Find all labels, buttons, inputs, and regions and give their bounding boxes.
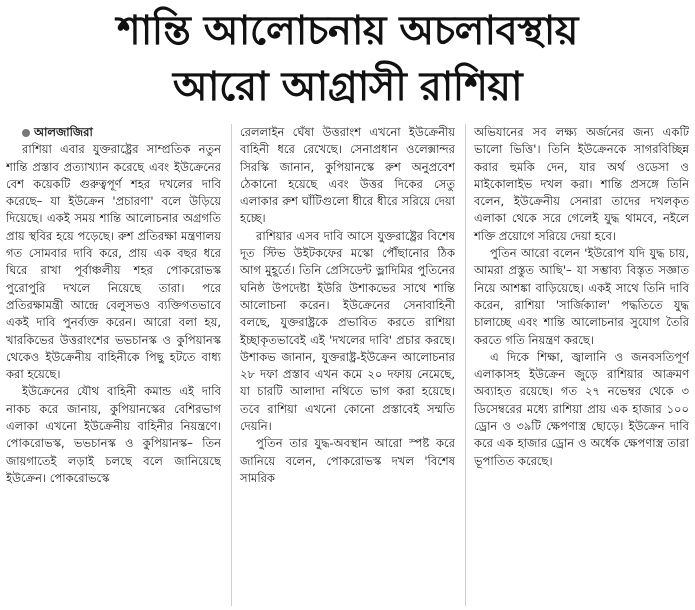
paragraph: রাশিয়ার এসব দাবি আসে যুক্তরাষ্ট্রের বিশেষ দূত স্টিভ উইটকফের মস্কো পৌঁছানোর ঠিক আগ মুহূর্তে। তিনি প্রেসিডেন্ট ভ্লাদিমির পুতিনের ঘনিষ্ঠ উপদেষ্টা ইউরি উশাকভের সাথে শান্তি আলোচনা করেন। ইউক্রেনের সেনাবাহিনী বলছে, যুক্তরাষ্ট্রকে প্রভাবিত করতে রাশিয়া ইচ্ছাকৃতভাবেই এই 'দখলের দাবি' প্রচার করছে। উশাকভ জানান, যুক্তরাষ্ট্র-ইউক্রেন আলোচনার ২৮ দফা প্রস্তাব এখন কমে ২০ দফায় নেমেছে, যা চারটি আলাদা নথিতে ভাগ করা হয়েছে। তবে রাশিয়া এখনো কোনো প্রস্তাবেই সম্মতি দেয়নি। xyxy=(240,228,455,434)
paragraph: অভিযানের সব লক্ষ্য অর্জনের জন্য একটি ভালো ভিত্তি'। তিনি ইউক্রেনকে সাগরবিচ্ছিন্ন করার হুমকি দেন, যার অর্থ ওডেসা ও মাইকোলাইভ দখল করা। শান্তি প্রসঙ্গে তিনি বলেন, ইউক্রেনীয় সেনারা তাদের দখলকৃত এলাকা থেকে সরে গেলেই যুদ্ধ থামবে, নইলে শক্তি প্রয়োগে সরিয়ে দেয়া হবে। xyxy=(474,125,689,243)
paragraph: রাশিয়া এবার যুক্তরাষ্ট্রের সাম্প্রতিক নতুন শান্তি প্রস্তাব প্রত্যাখ্যান করেছে এবং ইউক্রেনের বেশ কয়েকটি গুরুত্বপূর্ণ শহর দখলের দাবি করেছে– যা ইউক্রেন 'প্রচারণা' বলে উড়িয়ে দিয়েছে। একই সময় শান্তি আলোচনার অগ্রগতি প্রায় স্থবির হয়ে পড়েছে। রুশ প্রতিরক্ষা মন্ত্রণালয় গত সোমবার দাবি করে, প্রায় এক বছর ধরে ঘিরে রাখা পূর্বাঞ্চলীয় শহর পোকরোভস্ক পুরোপুরি দখলে নিয়েছে তারা। পরে প্রতিরক্ষামন্ত্রী আন্দ্রে বেলুসভও ব্যক্তিগতভাবে একই দাবি পুনর্ব্যক্ত করেন। আরো বলা হয়, খারকিভের উত্তরাংশের ভভচানস্ক ও কুপিয়ানস্ক থেকেও ইউক্রেনীয় বাহিনীকে পিছু হটতে বাধ্য করা হয়েছে। xyxy=(6,142,221,382)
byline-source: আলজাজিরা xyxy=(34,125,93,139)
paragraph: এ দিকে শিক্ষা, জ্বালানি ও জনবসতিপূর্ণ এলাকাসহ ইউক্রেন জুড়ে রাশিয়ার আক্রমণ অব্যাহত রয়েছে। গত ২৭ নভেম্বর থেকে ৩ ডিসেম্বরের মধ্যে রাশিয়া প্রায় এক হাজার ১০০ ড্রোন ও ৩৯টি ক্ষেপণাস্ত্র ছোড়ে। ইউক্রেন দাবি করে এক হাজার ড্রোন ও অর্ধেক ক্ষেপণাস্ত্র তারা ভূপাতিত করেছে। xyxy=(474,349,689,468)
column-2 xyxy=(231,124,455,606)
bullet-icon xyxy=(22,129,30,137)
headline xyxy=(0,6,695,112)
column-3 xyxy=(465,124,689,606)
byline xyxy=(6,124,221,141)
paragraph: রেললাইন ঘেঁষা উত্তরাংশ এখনো ইউক্রেনীয় বাহিনী ধরে রেখেছে। সেনাপ্রধান ওলেক্সান্দর সিরস্কি জানান, কুপিয়ানস্কে রুশ অনুপ্রবেশ ঠেকানো হয়েছে এবং উত্তর দিকের সেতু এলাকার রুশ ঘাঁটিগুলো ধীরে ধীরে সরিয়ে দেয়া হচ্ছে। xyxy=(240,125,455,226)
column-1 xyxy=(6,124,221,606)
headline-line-1: শান্তি আলোচনায় অচলাবস্থায় xyxy=(117,8,578,54)
paragraph: পুতিন তার যুদ্ধ-অবস্থান আরো স্পষ্ট করে জানিয়ে বলেন, পোকরোভস্ক দখল 'বিশেষ সামরিক xyxy=(240,436,455,485)
headline-line-2: আরো আগ্রাসী রাশিয়া xyxy=(172,64,523,110)
article-body xyxy=(6,124,689,606)
paragraph: পুতিন আরো বলেন 'ইউরোপ যদি যুদ্ধ চায়, আমরা প্রস্তুত আছি'– যা সম্ভাব্য বিস্তৃত সজ্ঞাত নিয়ে আশঙ্কা বাড়িয়েছে। একই সাথে তিনি দাবি করেন, রাশিয়া 'সার্জিক্যাল' পদ্ধতিতে যুদ্ধ চালাচ্ছে এবং শান্তি আলোচনার সুযোগ তৈরি করতে গতি নিয়ন্ত্রণ করছে। xyxy=(474,246,689,347)
paragraph: ইউক্রেনের যৌথ বাহিনী কমান্ড এই দাবি নাকচ করে জানায়, কুপিয়ানস্কের বেশিরভাগ এলাকা এখনো ইউক্রেনীয় বাহিনীর নিয়ন্ত্রণে। পোকরোভস্ক, ভভচানস্ক ও কুপিয়ানস্ক– তিন জায়গাতেই লড়াই চলছে বলে জানিয়েছে ইউক্রেন। পোকরোভস্কে xyxy=(6,384,221,485)
